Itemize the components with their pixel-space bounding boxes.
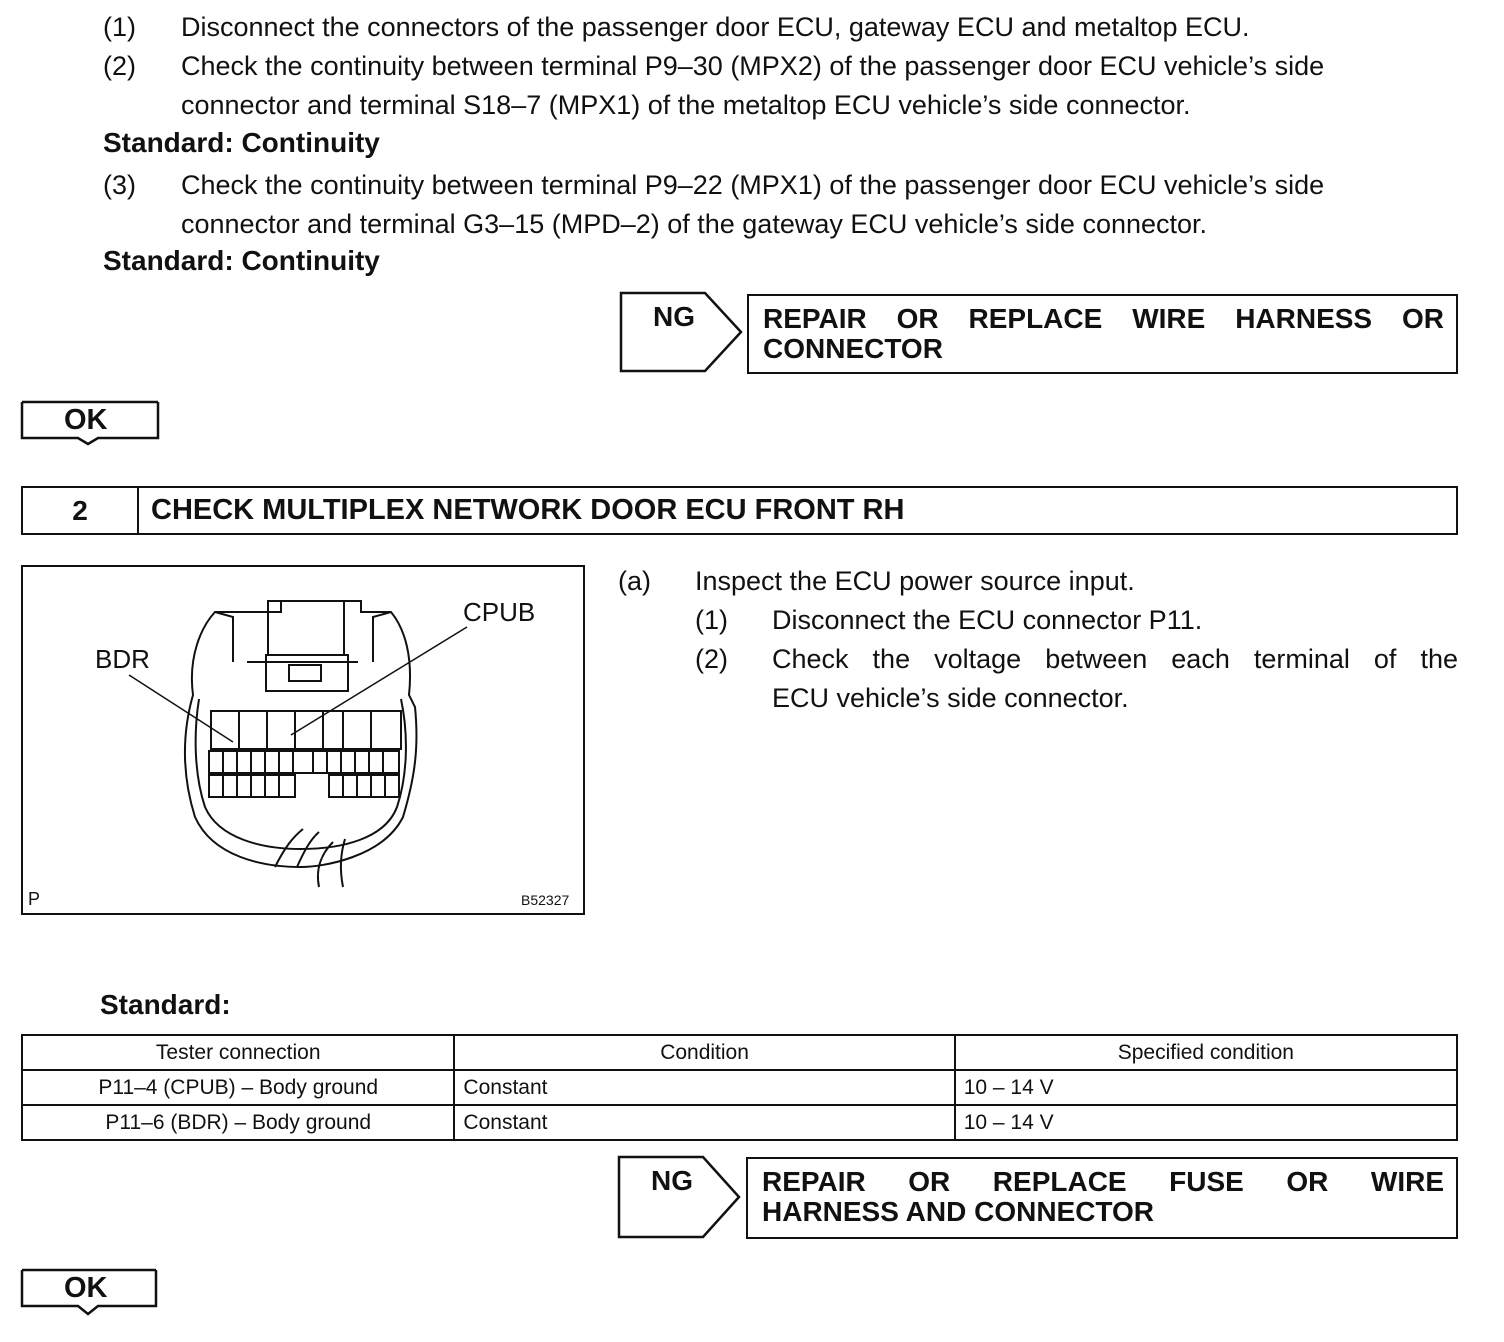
instruction-number: (1)	[695, 605, 728, 635]
ok-label: OK	[64, 404, 108, 436]
table-header-row	[22, 1035, 1457, 1070]
figure-corner-label: P	[28, 889, 41, 909]
instruction-text-continued: ECU vehicle’s side connector.	[772, 683, 1129, 713]
table-row	[22, 1070, 1457, 1105]
table-header: Condition	[454, 1035, 954, 1070]
standard-label: Standard:	[100, 989, 231, 1020]
table-header: Specified condition	[955, 1035, 1457, 1070]
step-header	[21, 486, 1458, 535]
ng-label: NG	[653, 301, 695, 332]
ng-result-box	[747, 294, 1458, 374]
instruction-text: Disconnect the ECU connector P11.	[772, 605, 1203, 635]
bdr-label: BDR	[95, 644, 150, 674]
step-number: (3)	[103, 170, 136, 200]
ng-label: NG	[651, 1165, 693, 1196]
ng-result-line: REPAIR OR REPLACE WIRE HARNESS OR	[763, 303, 1444, 334]
step-title: CHECK MULTIPLEX NETWORK DOOR ECU FRONT RH	[151, 494, 905, 526]
table-cell: Constant	[454, 1070, 954, 1105]
table-row	[22, 1105, 1457, 1140]
ng-result-line: CONNECTOR	[763, 333, 943, 364]
table-cell: P11–4 (CPUB) – Body ground	[22, 1070, 454, 1105]
step-text: Check the continuity between terminal P9–22 (MPX1) of the passenger door ECU vehicle’s side	[181, 170, 1325, 200]
ng-arrow	[617, 1155, 742, 1239]
ng-result-box	[746, 1157, 1458, 1239]
step-text-continued: connector and terminal S18–7 (MPX1) of the metaltop ECU vehicle’s side connector.	[181, 90, 1191, 120]
specification-table	[21, 1034, 1458, 1141]
instruction-text: Inspect the ECU power source input.	[695, 566, 1135, 596]
table-cell: 10 – 14 V	[955, 1105, 1457, 1140]
cpub-label: CPUB	[463, 597, 536, 627]
ok-label: OK	[64, 1272, 108, 1304]
instruction-number: (2)	[695, 644, 728, 674]
ok-tab	[20, 400, 160, 446]
step-text-continued: connector and terminal G3–15 (MPD–2) of the gateway ECU vehicle’s side connector.	[181, 209, 1208, 239]
table-cell: P11–6 (BDR) – Body ground	[22, 1105, 454, 1140]
step-number: (2)	[103, 51, 136, 81]
step-text: Check the continuity between terminal P9–30 (MPX2) of the passenger door ECU vehicle’s side	[181, 51, 1325, 81]
ng-result-line: REPAIR OR REPLACE FUSE OR WIRE	[762, 1166, 1444, 1197]
table-header: Tester connection	[22, 1035, 454, 1070]
step-text: Disconnect the connectors of the passenger door ECU, gateway ECU and metaltop ECU.	[181, 12, 1250, 42]
ng-result-line: HARNESS AND CONNECTOR	[762, 1196, 1155, 1227]
figure-code: B52327	[521, 892, 570, 908]
ok-tab	[20, 1268, 160, 1316]
instruction-text: Check the voltage between each terminal of the	[772, 644, 1458, 674]
step-number: (1)	[103, 12, 136, 42]
instruction-number: (a)	[618, 566, 651, 596]
table-cell: Constant	[454, 1105, 954, 1140]
standard-continuity: Standard: Continuity	[103, 245, 380, 276]
ng-arrow	[619, 291, 744, 373]
standard-continuity: Standard: Continuity	[103, 127, 380, 158]
connector-figure	[21, 565, 585, 915]
table-cell: 10 – 14 V	[955, 1070, 1457, 1105]
step-number: 2	[23, 488, 139, 533]
